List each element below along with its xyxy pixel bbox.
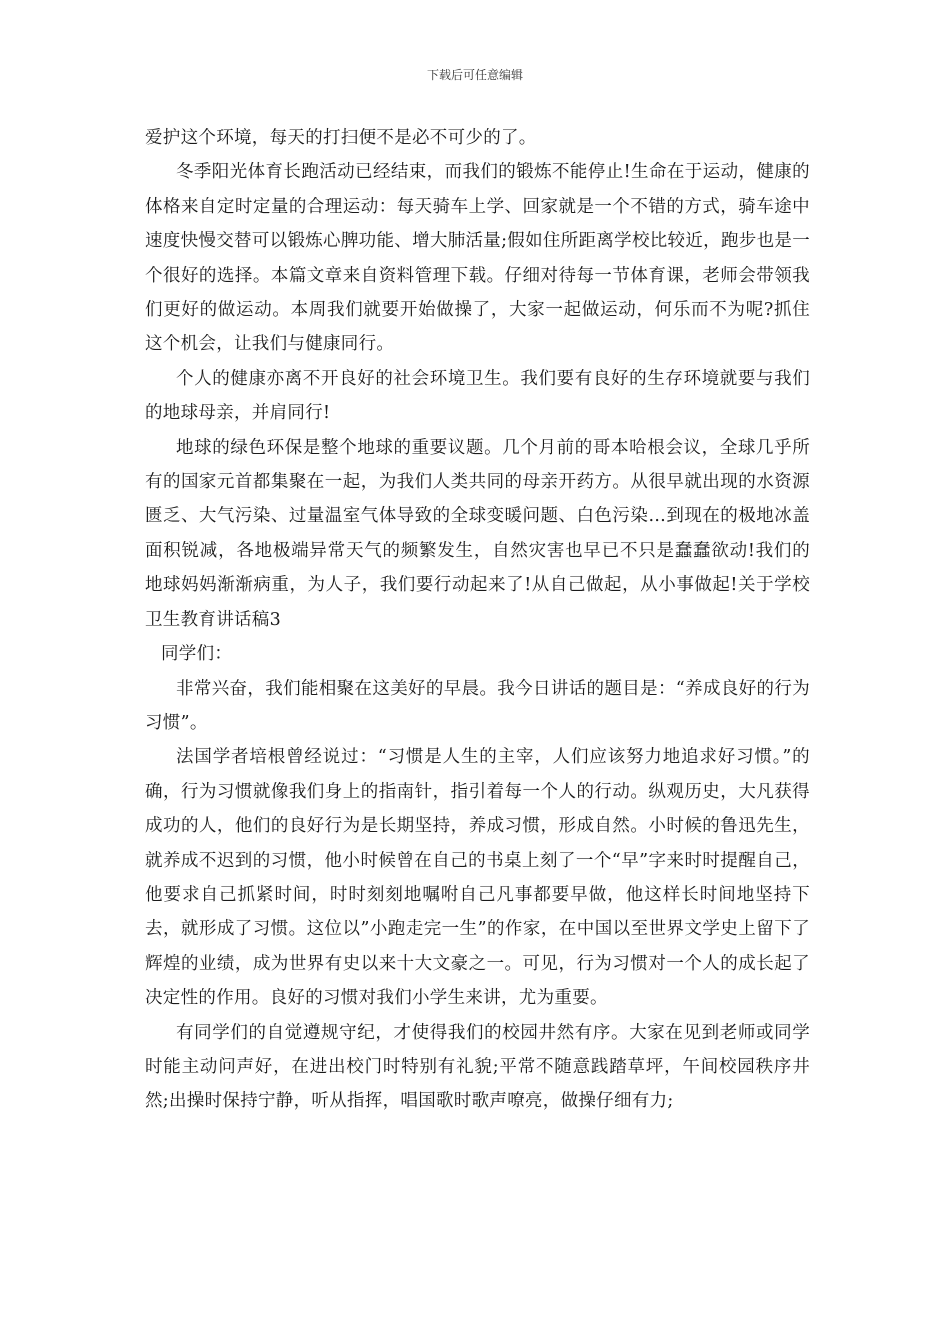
paragraph-greeting: 同学们： [161, 644, 233, 665]
paragraph-topic: 非常兴奋，我们能相聚在这美好的早晨。我今日讲话的题目是：“养成良好的行为习惯”。 [145, 678, 810, 733]
document-body [145, 121, 810, 1119]
paragraph-earth: 地球的绿色环保是整个地球的重要议题。几个月前的哥本哈根会议，全球几乎所有的国家元首都集聚在一起，为我们人类共同的母亲开药方。从很早就出现的水资源匮乏、大气污染、过量温室气体导致的全球变暖问题、白色污染…到现在的极地冰盖面积锐减，各地极端异常天气的频繁发生，自然灾害也早已不只是蠢蠢欲动!我们的地球妈妈渐渐病重，为人子，我们要行动起来了!从自己做起，从小事做起!关于学校卫生教育讲话稿3 [145, 437, 810, 630]
paragraph-habits: 法国学者培根曾经说过：“习惯是人生的主宰，人们应该努力地追求好习惯。”的确，行为习惯就像我们身上的指南针，指引着每一个人的行动。纵观历史，大凡获得成功的人，他们的良好行为是长期坚持，养成习惯，形成自然。小时候的鲁迅先生，就养成不迟到的习惯，他小时候曾在自己的书桌上刻了一个“早”字来时时提醒自己，他要求自己抓紧时间，时时刻刻地嘱咐自己凡事都要早做，他这样长时间地坚持下去，就形成了习惯。这位以”小跑走完一生”的作家，在中国以至世界文学史上留下了辉煌的业绩，成为世界有史以来十大文豪之一。可见，行为习惯对一个人的成长起了决定性的作用。良好的习惯对我们小学生来讲，尤为重要。 [145, 747, 810, 1009]
paragraph-discipline: 有同学们的自觉遵规守纪，才使得我们的校园井然有序。大家在见到老师或同学时能主动问声好，在进出校门时特别有礼貌;平常不随意践踏草坪，午间校园秩序井然;出操时保持宁静，听从指挥，唱国歌时歌声嘹亮，做操仔细有力; [145, 1022, 810, 1112]
page-header: 下载后可任意编辑 [426, 68, 523, 82]
paragraph-environment: 个人的健康亦离不开良好的社会环境卫生。我们要有良好的生存环境就要与我们的地球母亲，并肩同行! [145, 368, 810, 424]
paragraph-continuation: 爱护这个环境，每天的打扫便不是必不可少的了。 [145, 128, 537, 148]
paragraph-exercise: 冬季阳光体育长跑活动已经结束，而我们的锻炼不能停止!生命在于运动，健康的体格来自定时定量的合理运动：每天骑车上学、回家就是一个不错的方式，骑车途中速度快慢交替可以锻炼心脾功能、增大肺活量;假如住所距离学校比较近，跑步也是一个很好的选择。本篇文章来自资料管理下载。仔细对待每一节体育课，老师会带领我们更好的做运动。本周我们就要开始做操了，大家一起做运动，何乐而不为呢?抓住这个机会，让我们与健康同行。 [145, 162, 810, 355]
